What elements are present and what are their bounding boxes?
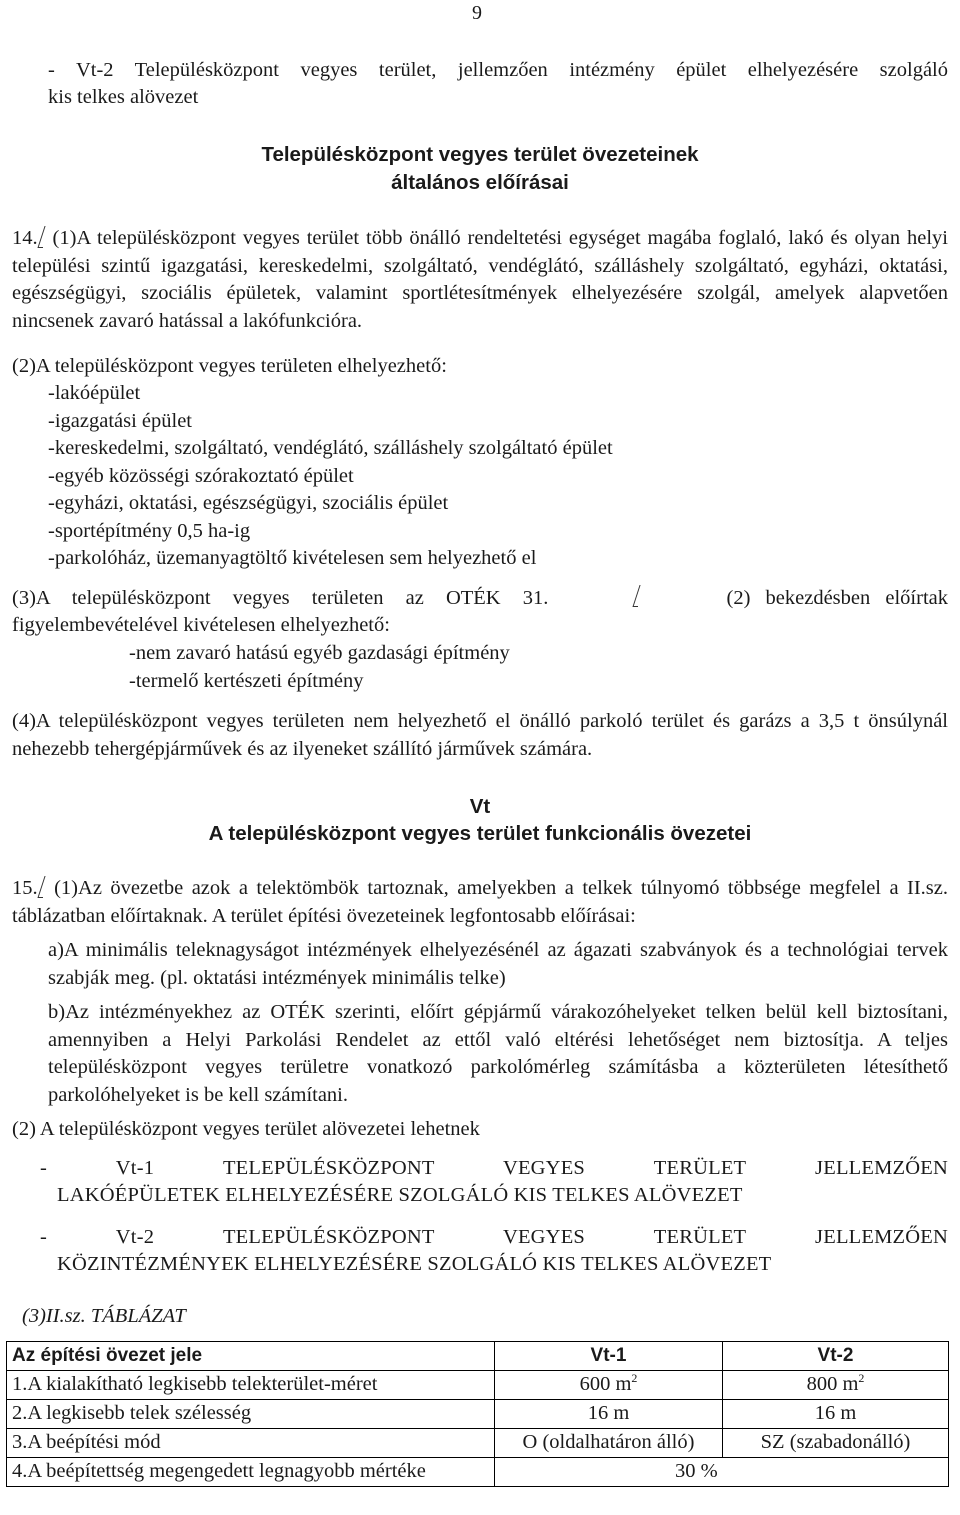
- table-header-row: [7, 1342, 949, 1371]
- table-header-cell: Vt-2: [723, 1342, 949, 1371]
- section-14-p3-a: (3)A településközpont vegyes területen az OTÉK 31.: [12, 587, 549, 609]
- section-14-number: 14.: [12, 227, 38, 249]
- table-cell: [495, 1371, 723, 1400]
- subzone-vt2-line-2: KÖZINTÉZMÉNYEK ELHELYEZÉSÉRE SZOLGÁLÓ KIS TELKES ALÖVEZET: [57, 1253, 772, 1275]
- section-15-number: 15.: [12, 877, 38, 899]
- table-cell-value: 800 m: [806, 1373, 859, 1395]
- section-14-p3-line-1: [12, 585, 948, 613]
- section-15-item-b: b)Az intézményekhez az OTÉK szerinti, előírt gépjármű várakozóhelyeket telken belül kell biztosítani, amennyiben a Helyi Parkolási Rendelet az ettől való eltérési lehetőséget nem biztosítja. A teljes településközpont vegyes területre vonatkozó parkolómérleg számításba a közterületen létesíthető parkolóhelyeket is be kell számítani.: [48, 1001, 948, 1106]
- subzone-vt1-line-1: - Vt-1 TELEPÜLÉSKÖZPONT VEGYES TERÜLET JELLEMZŐEN: [40, 1157, 948, 1179]
- table-cell-value: 600 m: [579, 1373, 632, 1395]
- section-15-item-a: a)A minimális teleknagyságot intézmények elhelyezésénél az ágazati szabványok és a technológiai tervek szabják meg. (pl. oktatási intézmények minimális telke): [48, 939, 948, 989]
- heading-vt: Vt: [469, 795, 491, 818]
- table-cell: 1.A kialakítható legkisebb telekterület-méret: [7, 1371, 495, 1400]
- table-cell: 2.A legkisebb telek szélesség: [7, 1400, 495, 1429]
- heading-functional-zones: A településközpont vegyes terület funkcionális övezetei: [208, 822, 752, 845]
- table-caption: (3)II.sz. TÁBLÁZAT: [22, 1305, 186, 1327]
- intro-line-2: kis telkes alövezet: [48, 86, 199, 108]
- list-item: -parkolóház, üzemanyagtöltő kivételesen sem helyezhető el: [48, 547, 537, 569]
- list-item: -kereskedelmi, szolgáltató, vendéglátó, szálláshely szolgáltató épület: [48, 437, 613, 459]
- list-item: -egyéb közösségi szórakoztató épület: [48, 464, 354, 487]
- heading-general-rules-1: Településközpont vegyes terület övezeteinek: [261, 143, 699, 166]
- list-item: -lakóépület: [48, 382, 141, 404]
- table-cell: 4.A beépítettség megengedett legnagyobb mértéke: [7, 1458, 495, 1487]
- superscript: 2: [631, 1371, 638, 1386]
- table-row: [7, 1400, 949, 1429]
- list-item: -nem zavaró hatású egyéb gazdasági építmény: [129, 642, 510, 664]
- table-cell: 3.A beépítési mód: [7, 1429, 495, 1458]
- table-cell-merged: 30 %: [495, 1458, 949, 1487]
- section-14-paragraph-1: [12, 225, 948, 335]
- section-14-p3-list: [129, 640, 510, 695]
- section-14-p3-b: (2) bekezdésben előírtak: [726, 587, 948, 609]
- section-14-p2-list: [48, 380, 613, 573]
- list-item: -termelő kertészeti építmény: [129, 669, 364, 692]
- table-cell: O (oldalhatáron álló): [495, 1429, 723, 1458]
- table-cell: 16 m: [495, 1400, 723, 1429]
- table-row: [7, 1371, 949, 1400]
- subzone-vt2-line-1: - Vt-2 TELEPÜLÉSKÖZPONT VEGYES TERÜLET JELLEMZŐEN: [40, 1226, 948, 1248]
- section-15-p2: (2) A településközpont vegyes terület alövezetei lehetnek: [12, 1118, 480, 1140]
- table-cell: [723, 1371, 949, 1400]
- superscript: 2: [858, 1371, 865, 1386]
- section-15-p1-text: (1)Az övezetbe azok a telektömbök tartoznak, amelyekben a telkek túlnyomó többsége megfelel a II.sz. táblázatban előírtaknak. A terület építési övezeteinek legfontosabb előírásai:: [12, 877, 949, 927]
- list-item: -egyházi, oktatási, egészségügyi, szociális épület: [48, 492, 449, 514]
- page-number: 9: [472, 2, 482, 24]
- section-14-p2-title: (2)A településközpont vegyes területen elhelyezhető:: [12, 355, 447, 377]
- table-cell: SZ (szabadonálló): [723, 1429, 949, 1458]
- intro-line-1: - Vt-2 Településközpont vegyes terület, jellemzően intézmény épület elhelyezésére szolgáló: [48, 59, 948, 81]
- list-item: -igazgatási épület: [48, 409, 193, 432]
- section-mark-icon: [38, 876, 46, 898]
- table-row: [7, 1429, 949, 1458]
- table-cell: 16 m: [723, 1400, 949, 1429]
- subzone-vt1-line-2: LAKÓÉPÜLETEK ELHELYEZÉSÉRE SZOLGÁLÓ KIS TELKES ALÖVEZET: [57, 1184, 743, 1206]
- section-mark-icon: [38, 226, 46, 248]
- table-header-cell: Vt-1: [495, 1342, 723, 1371]
- heading-general-rules-2: általános előírásai: [391, 171, 569, 194]
- list-item: -sportépítmény 0,5 ha-ig: [48, 519, 251, 542]
- section-14-p1-text: (1)A településközpont vegyes terület több önálló rendeltetési egységet magába foglaló, lakó és olyan helyi települési szintű igazgatási, kereskedelmi, szolgáltató, vendéglátó, szálláshely szolgáltató, egyházi, oktatási, egészségügyi, szociális épületek, valamint sportlétesítmények elhelyezésére szolgál, amelyek alapvetően nincsenek zavaró hatással a lakófunkcióra.: [12, 227, 948, 332]
- table-header-cell: Az építési övezet jele: [7, 1342, 495, 1371]
- section-15-paragraph-1: [12, 875, 948, 930]
- table-row: [7, 1458, 949, 1487]
- section-mark-icon: [633, 585, 641, 607]
- section-14-p3-c: figyelembevételével kivételesen elhelyezhető:: [12, 614, 390, 636]
- zoning-table: [6, 1341, 949, 1487]
- section-14-paragraph-4: (4)A településközpont vegyes területen nem helyezhető el önálló parkoló terület és garázs a 3,5 t önsúlynál nehezebb tehergépjárművek és az ilyeneket szállító járművek számára.: [12, 710, 948, 760]
